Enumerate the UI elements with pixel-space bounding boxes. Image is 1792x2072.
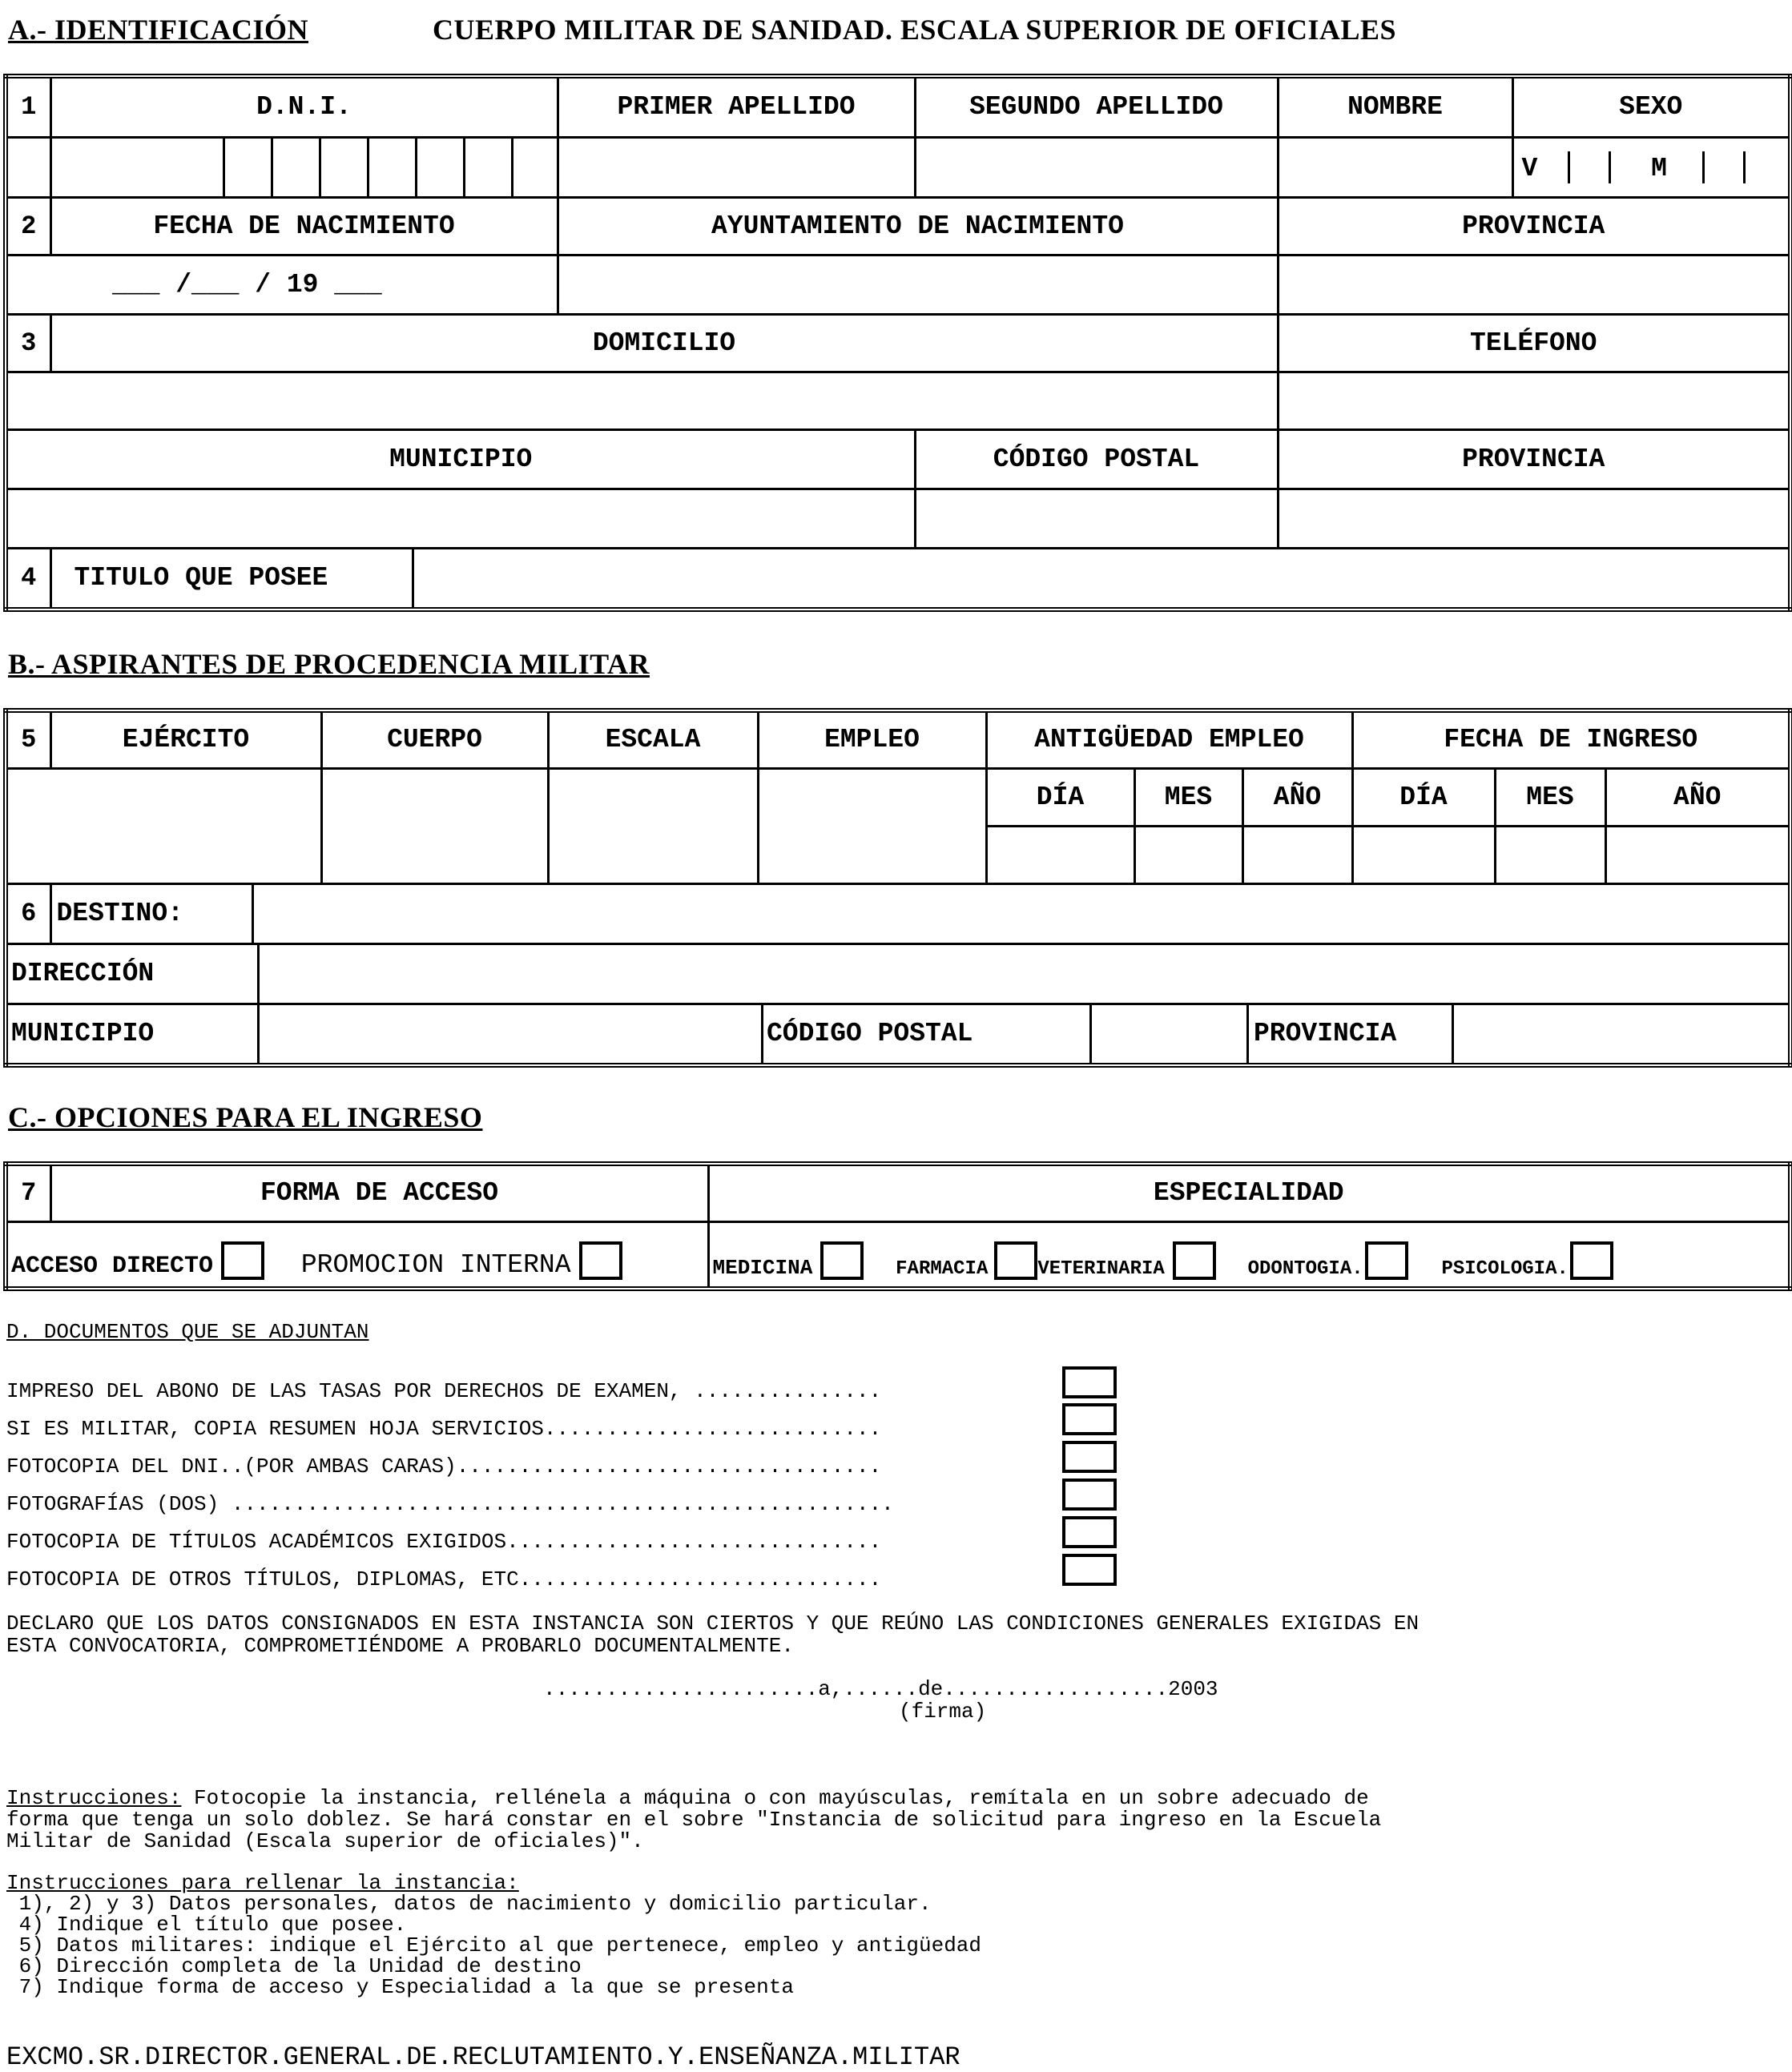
promocion-interna-label: PROMOCION INTERNA — [300, 1250, 571, 1280]
farmacia-label: FARMACIA — [896, 1258, 989, 1280]
antiguedad-anio-label: AÑO — [1242, 768, 1352, 826]
document-item-3-checkbox[interactable] — [1062, 1441, 1117, 1473]
ingreso-mes-label: MES — [1495, 768, 1605, 826]
provincia-destino-field[interactable] — [1454, 1005, 1788, 1063]
fill-instruction-item: 1), 2) y 3) Datos personales, datos de nacimiento y domicilio particular. — [6, 1892, 932, 1916]
ingreso-anio-label: AÑO — [1605, 768, 1790, 826]
provincia-destino-label: PROVINCIA — [1249, 1005, 1454, 1063]
codigo-postal-destino-field[interactable] — [1092, 1005, 1249, 1063]
ejercito-field[interactable] — [6, 768, 321, 883]
ejercito-label: EJÉRCITO — [50, 710, 321, 768]
destino-row — [50, 883, 1790, 943]
domicilio-label: DOMICILIO — [50, 314, 1278, 372]
especialidad-label: ESPECIALIDAD — [708, 1164, 1790, 1221]
codigo-postal-field[interactable] — [915, 489, 1278, 548]
sexo-v-label: V — [1521, 153, 1538, 183]
document-item-4-checkbox[interactable] — [1062, 1479, 1117, 1511]
domicilio-field[interactable] — [6, 372, 1278, 429]
cuerpo-field[interactable] — [321, 768, 548, 883]
ingreso-dia-field[interactable] — [1352, 826, 1495, 883]
municipio-destino-row — [6, 1004, 1790, 1065]
instructions-text-3: Militar de Sanidad (Escala superior de oficiales)". — [6, 1829, 644, 1853]
segundo-apellido-field[interactable] — [915, 137, 1278, 197]
cuerpo-label: CUERPO — [321, 710, 548, 768]
municipio-destino-label: MUNICIPIO — [8, 1005, 260, 1063]
acceso-directo-checkbox[interactable] — [221, 1241, 264, 1280]
instructions-text-1: Fotocopie la instancia, rellénela a máquina o con mayúsculas, remítala en un sobre adecuado de — [181, 1786, 1369, 1810]
place-date-line: ......................a,......de..................2003 — [543, 1677, 1218, 1701]
farmacia-checkbox[interactable] — [994, 1241, 1037, 1280]
escala-label: ESCALA — [548, 710, 758, 768]
document-item-6: FOTOCOPIA DE OTROS TÍTULOS, DIPLOMAS, ETC............................. — [6, 1567, 882, 1591]
section-c-title: C.- OPCIONES PARA EL INGRESO — [8, 1101, 483, 1133]
primer-apellido-field[interactable] — [558, 137, 915, 197]
sexo-label: SEXO — [1512, 76, 1790, 137]
promocion-interna-checkbox[interactable] — [579, 1241, 622, 1280]
antiguedad-dia-label: DÍA — [986, 768, 1134, 826]
titulo-label: TITULO QUE POSEE — [52, 549, 414, 607]
instructions-line-1 — [6, 1786, 1369, 1810]
ayuntamiento-label: AYUNTAMIENTO DE NACIMIENTO — [558, 197, 1278, 255]
fecha-ingreso-label: FECHA DE INGRESO — [1352, 710, 1790, 768]
row1-blank — [6, 137, 50, 197]
forma-acceso-options — [6, 1221, 708, 1289]
fill-instruction-item: 5) Datos militares: indique el Ejército al que pertenece, empleo y antigüedad — [6, 1933, 981, 1957]
addressee: EXCMO.SR.DIRECTOR.GENERAL.DE.RECLUTAMIENTO.Y.ENSEÑANZA.MILITAR — [6, 2042, 960, 2072]
document-item-2: SI ES MILITAR, COPIA RESUMEN HOJA SERVICIOS........................... — [6, 1417, 882, 1441]
document-item-5-checkbox[interactable] — [1062, 1516, 1117, 1548]
provincia-nacimiento-label: PROVINCIA — [1278, 197, 1790, 255]
document-item-1: IMPRESO DEL ABONO DE LAS TASAS POR DERECHOS DE EXAMEN, ............... — [6, 1379, 882, 1403]
medicina-checkbox[interactable] — [820, 1241, 864, 1280]
veterinaria-label: VETERINARIA — [1037, 1258, 1165, 1280]
veterinaria-checkbox[interactable] — [1173, 1241, 1216, 1280]
signature-label: (firma) — [899, 1700, 987, 1724]
document-item-1-checkbox[interactable] — [1062, 1366, 1117, 1398]
ingreso-dia-label: DÍA — [1352, 768, 1495, 826]
declaration-line-2: ESTA CONVOCATORIA, COMPROMETIÉNDOME A PROBARLO DOCUMENTALMENTE. — [6, 1634, 794, 1658]
instructions-label: Instrucciones: — [6, 1786, 182, 1810]
empleo-label: EMPLEO — [758, 710, 986, 768]
fecha-nacimiento-label: FECHA DE NACIMIENTO — [50, 197, 558, 255]
fill-instruction-item: 4) Indique el título que posee. — [6, 1913, 407, 1937]
psicologia-label: PSICOLOGIA. — [1441, 1258, 1569, 1280]
document-item-5: FOTOCOPIA DE TÍTULOS ACADÉMICOS EXIGIDOS.............................. — [6, 1530, 882, 1554]
antiguedad-dia-field[interactable] — [986, 826, 1134, 883]
odontogia-checkbox[interactable] — [1365, 1241, 1408, 1280]
row-number-5: 5 — [6, 710, 50, 768]
options-table — [3, 1161, 1792, 1291]
antiguedad-mes-label: MES — [1134, 768, 1242, 826]
direccion-label: DIRECCIÓN — [8, 945, 260, 1003]
titulo-row — [50, 548, 1790, 610]
instructions-text-2: forma que tenga un solo doblez. Se hará constar en el sobre "Instancia de solicitud para ingreso en la Escuela — [6, 1808, 1382, 1832]
section-b-title: B.- ASPIRANTES DE PROCEDENCIA MILITAR — [8, 648, 650, 680]
destino-label: DESTINO: — [52, 885, 254, 943]
codigo-postal-label: CÓDIGO POSTAL — [915, 429, 1278, 489]
direccion-row — [6, 943, 1790, 1004]
form-title: CUERPO MILITAR DE SANIDAD. ESCALA SUPERIOR DE OFICIALES — [433, 14, 1397, 46]
row-number-3: 3 — [6, 314, 50, 372]
provincia-domicilio-label: PROVINCIA — [1278, 429, 1790, 489]
military-table — [3, 708, 1792, 1068]
nombre-field[interactable] — [1278, 137, 1512, 197]
dni-input-boxes[interactable] — [50, 137, 558, 197]
section-d-title: D. DOCUMENTOS QUE SE ADJUNTAN — [6, 1320, 369, 1344]
fill-instruction-item: 7) Indique forma de acceso y Especialidad a la que se presenta — [6, 1975, 794, 1999]
destino-field[interactable] — [254, 885, 1789, 943]
segundo-apellido-label: SEGUNDO APELLIDO — [915, 76, 1278, 137]
especialidad-options — [708, 1221, 1790, 1289]
forma-acceso-label: FORMA DE ACCESO — [50, 1164, 708, 1221]
fill-instructions-title: Instrucciones para rellenar la instancia: — [6, 1871, 519, 1895]
provincia-nacimiento-field[interactable] — [1278, 255, 1790, 314]
declaration-line-1: DECLARO QUE LOS DATOS CONSIGNADOS EN ESTA INSTANCIA SON CIERTOS Y QUE REÚNO LAS CONDICIONES GENERALES EXIGIDAS EN — [6, 1611, 1420, 1635]
psicologia-checkbox[interactable] — [1570, 1241, 1613, 1280]
medicina-label: MEDICINA — [712, 1256, 813, 1280]
dni-label: D.N.I. — [50, 76, 558, 137]
antiguedad-label: ANTIGÜEDAD EMPLEO — [986, 710, 1352, 768]
codigo-postal-destino-label: CÓDIGO POSTAL — [763, 1005, 1092, 1063]
row-number-6: 6 — [6, 883, 50, 943]
telefono-field[interactable] — [1278, 372, 1790, 429]
primer-apellido-label: PRIMER APELLIDO — [558, 76, 915, 137]
titulo-field[interactable] — [414, 549, 1789, 607]
row-number-2: 2 — [6, 197, 50, 255]
municipio-label: MUNICIPIO — [6, 429, 915, 489]
row-number-7: 7 — [6, 1164, 50, 1221]
empleo-field[interactable] — [758, 768, 986, 883]
provincia-domicilio-field[interactable] — [1278, 489, 1790, 548]
municipio-destino-field[interactable] — [260, 1005, 763, 1063]
document-item-3: FOTOCOPIA DEL DNI..(POR AMBAS CARAS).................................. — [6, 1454, 882, 1479]
section-a-title: A.- IDENTIFICACIÓN — [8, 14, 309, 46]
antiguedad-mes-field[interactable] — [1134, 826, 1242, 883]
sexo-m-label: M — [1651, 153, 1667, 183]
municipio-field[interactable] — [6, 489, 915, 548]
nombre-label: NOMBRE — [1278, 76, 1512, 137]
ingreso-anio-field[interactable] — [1605, 826, 1790, 883]
ingreso-mes-field[interactable] — [1495, 826, 1605, 883]
document-item-2-checkbox[interactable] — [1062, 1403, 1117, 1435]
identification-table — [3, 74, 1792, 612]
antiguedad-anio-field[interactable] — [1242, 826, 1352, 883]
ayuntamiento-field[interactable] — [558, 255, 1278, 314]
fecha-nacimiento-field[interactable]: ___ /___ / 19 ___ — [6, 255, 558, 314]
direccion-field[interactable] — [260, 945, 1788, 1003]
row-number-4: 4 — [6, 548, 50, 610]
escala-field[interactable] — [548, 768, 758, 883]
document-item-4: FOTOGRAFÍAS (DOS) ..................................................... — [6, 1492, 894, 1516]
acceso-directo-label: ACCESO DIRECTO — [11, 1253, 214, 1280]
sexo-field[interactable] — [1512, 137, 1790, 197]
odontogia-label: ODONTOGIA. — [1247, 1258, 1363, 1280]
fill-instruction-item: 6) Dirección completa de la Unidad de destino — [6, 1954, 582, 1978]
row-number-1: 1 — [6, 76, 50, 137]
document-item-6-checkbox[interactable] — [1062, 1554, 1117, 1586]
telefono-label: TELÉFONO — [1278, 314, 1790, 372]
